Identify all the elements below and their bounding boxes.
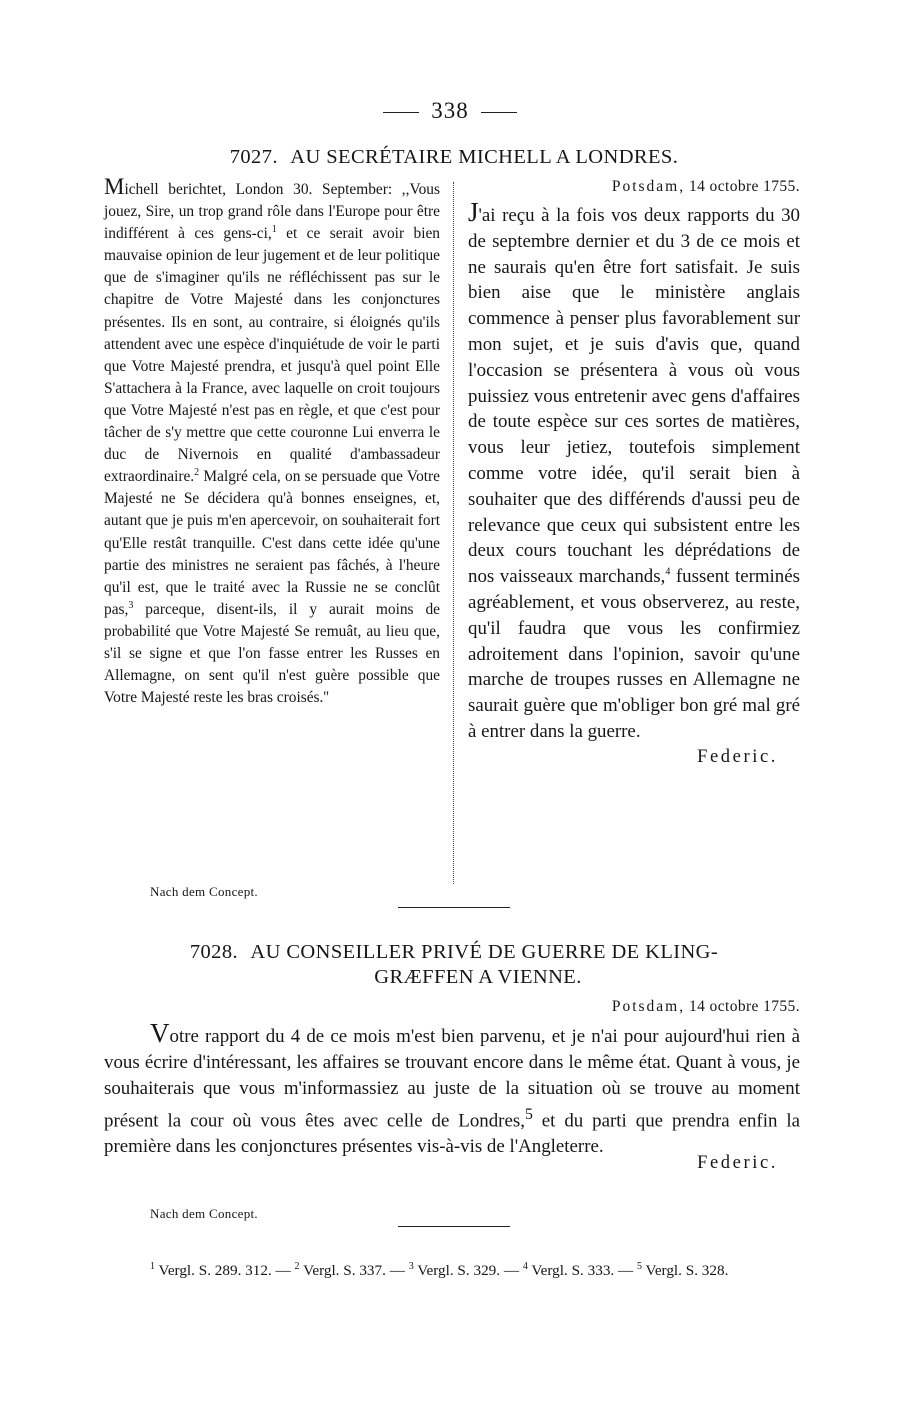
footnote-text: Vergl. S. 289. 312. xyxy=(158,1262,272,1279)
letter-7028-initial: V xyxy=(150,1018,170,1048)
footnote-ref-5: 5 xyxy=(524,1106,533,1123)
letter-7028-text-1: otre rapport du 4 de ce mois m'est bien parvenu, et je n'ai pour aujourd'hui rien à vous écrire d'intéressant, les affaires se trouvant encore dans le même état. Quant à vous, je souhaiterais que vous m'informassiez au juste de la situation où se trouve au moment présent la cour où vous êtes avec celle de Londres, xyxy=(104,1026,800,1132)
summary-initial: M xyxy=(104,174,125,199)
footnote-4 xyxy=(523,1262,614,1279)
footnote-1 xyxy=(150,1262,272,1279)
footnote-mark: 5 xyxy=(637,1260,642,1272)
section-rule-1 xyxy=(398,907,510,908)
summary-text-4: parceque, disent-ils, il y aurait moins de probabilité que Votre Majesté Se remuât, au lieu que, s'il se signe et que l'on fasse entrer les Russes en Allemagne, on sent qu'il n'est guère possible que Votre Majesté reste les bras croisés.'' xyxy=(104,600,440,707)
letter-7028-heading-line-1 xyxy=(104,940,804,965)
letter-7028-title-line-1: AU CONSEILLER PRIVÉ DE GUERRE DE KLING- xyxy=(250,941,719,963)
body-initial: J xyxy=(468,197,479,227)
letter-7028-number: 7028. xyxy=(189,941,238,963)
footnote-mark: 3 xyxy=(408,1260,414,1272)
footnotes: $^1$ Vergl. S. 289. 312. — $^2$ Vergl. S. 337. — $^3$ Vergl. S. 329. — $^4$ Vergl. S. 333. — $^5$ Vergl. S. 328. xyxy=(150,1260,729,1279)
summary-text-2: et ce serait avoir bien mauvaise opinion de leur jugement et de leur politique que de s'imaginer qu'ils ne réfléchissent pas sur le chapitre de Votre Majesté dans les conjonctures présentes. Ils en sont, au contraire, si éloignés qu'ils attendent avec une espèce d'inquiétude de voir le parti que Votre Majesté prendra, et jusqu'à quel point Elle S'attachera à la France, avec laquelle on croit toujours que Votre Majesté n'est pas en règle, et que c'est pour tâcher de s'y mettre que cette couronne Lui enverra le duc de Nivernois en qualité d'ambassadeur extraordinaire. xyxy=(104,225,440,486)
letter-7027-dateline xyxy=(468,176,800,198)
letter-7028-title-line-2: GRÆFFEN A VIENNE. xyxy=(374,966,582,988)
letter-7027-number: 7027. xyxy=(229,146,278,168)
dateline-place: Potsdam, xyxy=(611,998,686,1015)
letter-7027-title: AU SECRÉTAIRE MICHELL A LONDRES. xyxy=(290,146,679,168)
footnote-text: Vergl. S. 337. xyxy=(303,1262,386,1279)
letter-7028-heading xyxy=(104,940,804,990)
footnote-mark: 1 xyxy=(150,1260,155,1272)
page-number-dash-left xyxy=(383,112,419,113)
footnote-2 xyxy=(295,1262,386,1279)
footnote-3 xyxy=(409,1262,500,1279)
summary-text-3: Malgré cela, on se persuade que Votre Majesté ne Se décidera qu'à bonnes enseignes, et, autant que je puis m'en apercevoir, on souhaiterait fort qu'Elle restât tranquille. C'est dans cette idée qu'une partie des ministres ne seraient pas fâchés, à l'heure qu'il est, que le traité avec la Russie ne se conclût pas, xyxy=(104,468,440,618)
letter-7028-text xyxy=(104,1020,800,1160)
dateline-place: Potsdam, xyxy=(611,178,686,195)
letter-7027-body xyxy=(468,176,800,771)
dateline-date: 14 octobre 1755. xyxy=(688,178,800,195)
letter-7027-source-note: Nach dem Concept. xyxy=(150,884,258,899)
letter-7027-heading xyxy=(104,146,804,169)
letter-7027-summary xyxy=(104,176,440,709)
page-number-value: 338 xyxy=(431,98,469,123)
footnote-ref-1: 1 xyxy=(271,224,277,236)
dateline-date: 14 octobre 1755. xyxy=(688,998,800,1015)
section-rule-2 xyxy=(398,1226,510,1227)
footnote-ref-4: 4 xyxy=(665,566,671,578)
footnote-text: Vergl. S. 329. xyxy=(417,1262,501,1279)
letter-7028-text-2: et du parti que prendra enfin la première dans les conjonctures présentes vis-à-vis de l'Angleterre. xyxy=(104,1110,801,1158)
letter-7027-text xyxy=(468,197,800,745)
letter-7027-signature: Federic. xyxy=(697,746,778,767)
letter-7028-source-note: Nach dem Concept. xyxy=(150,1206,258,1221)
column-divider xyxy=(453,182,454,884)
body-text-2: fussent terminés agréablement, et vous observerez, au reste, qu'il faudra que vous les confirmiez adroitement dans l'opinion, savoir qu'une marche de troupes russes en Allemagne ne saurait guère que m'obliger bon gré mal gré à entrer dans la guerre. xyxy=(468,566,800,742)
footnote-mark: 4 xyxy=(522,1260,528,1272)
footnote-text: Vergl. S. 328. xyxy=(645,1262,729,1279)
footnote-mark: 2 xyxy=(294,1260,300,1272)
letter-7028-signature: Federic. xyxy=(697,1153,778,1174)
letter-7028-dateline xyxy=(104,996,800,1018)
page-number xyxy=(0,98,900,124)
footnote-5 xyxy=(637,1262,728,1279)
body-text-1: 'ai reçu à la fois vos deux rapports du 30 de septembre dernier et du 3 de ce mois et ne saurais qu'en être fort satisfait. Je suis bien aise que le ministère anglais commence à penser plus favorablement sur mon sujet, et je suis d'avis que, quand l'occasion se présentera à vous où vous puissiez vous entretenir avec gens d'affaires de toute espèce sur ces sortes de matières, vous leur jetiez, toutefois simplement comme votre idée, qu'il serait bien à souhaiter que des différends d'aussi peu de relevance que ceux qui subsistent entre les deux cours touchant les déprédations de nos vaisseaux marchands, xyxy=(468,205,800,588)
footnote-text: Vergl. S. 333. xyxy=(531,1262,615,1279)
summary-text-1: ichell berichtet, London 30. September: ,,Vous jouez, Sire, un trop grand rôle dans l'Europe pour être indifférent à ces gens-ci, xyxy=(104,181,440,243)
letter-7028-body xyxy=(104,996,800,1176)
footnote-ref-2: 2 xyxy=(194,467,200,479)
footnote-ref-3: 3 xyxy=(128,599,134,611)
page-number-dash-right xyxy=(481,112,517,113)
